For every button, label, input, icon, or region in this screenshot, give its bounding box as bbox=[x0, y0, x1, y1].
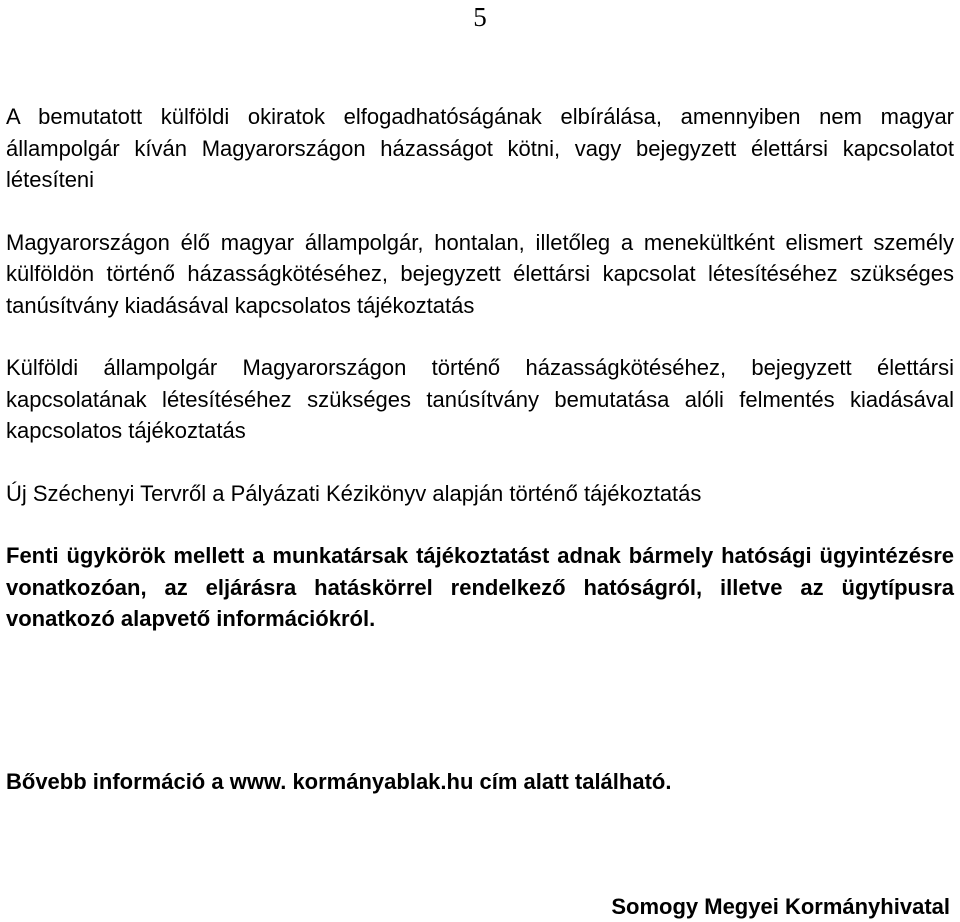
more-information-note: Bővebb információ a www. kormányablak.hu cím alatt található. bbox=[6, 769, 672, 794]
document-body bbox=[6, 101, 954, 635]
paragraph-szechenyi-plan: Új Széchenyi Tervről a Pályázati Kézikönyv alapján történő tájékoztatás bbox=[6, 480, 702, 506]
signature: Somogy Megyei Kormányhivatal bbox=[611, 894, 950, 919]
paragraph-foreign-documents: A bemutatott külföldi okiratok elfogadhatóságának elbírálása, amennyiben nem magyar állampolgár kíván Magyarországon házasságot kötni, vagy bejegyzett élettársi kapcsolatot létesíteni bbox=[6, 104, 954, 192]
paragraph-general-information: Fenti ügykörök mellett a munkatársak tájékoztatást adnak bármely hatósági ügyintézésre vonatkozóan, az eljárásra hatáskörrel rendelkező hatóságról, illetve az ügytípusra vonatkozó alapvető információkról. bbox=[6, 543, 954, 631]
paragraph-certificate-issuance: Magyarországon élő magyar állampolgár, hontalan, illetőleg a menekültként elismert személy külföldön történő házasságkötéséhez, bejegyzett élettársi kapcsolat létesítéséhez szükséges tanúsítvány kiadásával kapcsolatos tájékoztatás bbox=[6, 229, 954, 318]
paragraph-certificate-exemption: Külföldi állampolgár Magyarországon történő házasságkötéséhez, bejegyzett élettársi kapcsolatának létesítéséhez szükséges tanúsítvány bemutatása alóli felmentés kiadásával kapcsolatos tájékoztatás bbox=[6, 355, 954, 443]
page-number: 5 bbox=[473, 2, 487, 32]
